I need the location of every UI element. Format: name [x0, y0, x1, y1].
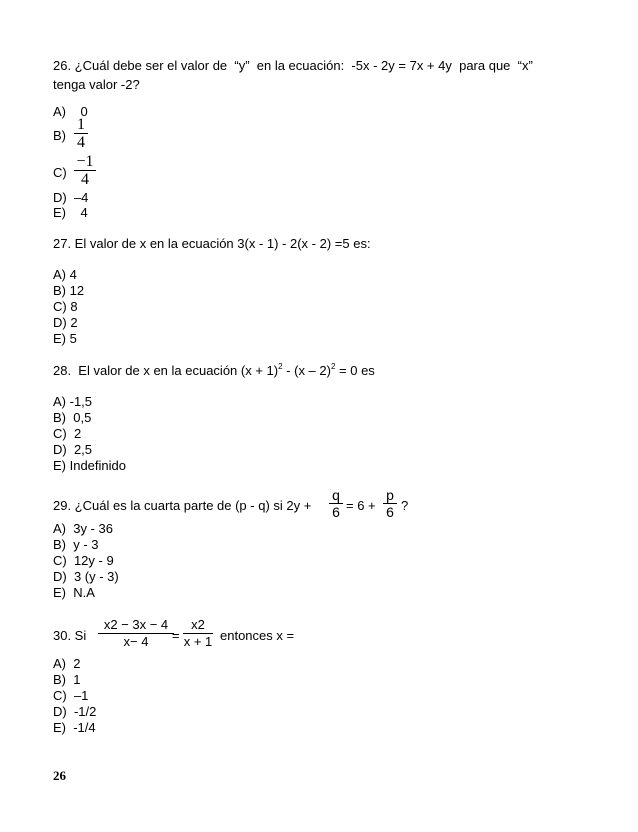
q27-option-d: D) 2 [53, 315, 78, 330]
q29-text-c: ? [401, 498, 409, 513]
q30-fraction-right [183, 617, 213, 650]
q29-text-b: = 6 + [346, 498, 376, 513]
q26-option-b-label: B) [53, 128, 66, 143]
q27-option-b: B) 12 [53, 283, 85, 298]
q30-f2-denominator: x + 1 [183, 634, 213, 649]
q29-fraction-p [383, 487, 397, 520]
q30-f1-denominator: x− 4 [123, 634, 149, 649]
q29-f1-denominator: 6 [332, 504, 340, 520]
q28-option-c: C) 2 [53, 426, 82, 441]
q30-text-b: entonces x = [220, 628, 295, 643]
q26-c-denominator: 4 [81, 171, 89, 188]
q30-option-b: B) 1 [53, 672, 81, 687]
q30-option-c: C) –1 [53, 688, 89, 703]
q26-option-e: E) 4 [53, 205, 88, 220]
q29-f2-denominator: 6 [386, 504, 394, 520]
q30-f2-numerator: x2 [191, 617, 205, 632]
q30-text-a: 30. Si [53, 628, 87, 643]
q30-fraction-left [98, 617, 174, 650]
q26-c-numerator: −1 [76, 153, 94, 170]
q28-option-a: A) -1,5 [53, 394, 93, 409]
q26-option-d: D) –4 [53, 190, 89, 205]
q29-option-b: B) y - 3 [53, 537, 99, 552]
q28-exponent-1: 2 [278, 362, 283, 371]
q29-option-e: E) N.A [53, 585, 95, 600]
q30-equals: = [172, 628, 180, 643]
q26-option-b-fraction [74, 116, 88, 151]
q28-exponent-2: 2 [330, 362, 336, 371]
q28-text [53, 363, 375, 380]
q26-text-line1: 26. ¿Cuál debe ser el valor de “y” en la ecuación: -5x - 2y = 7x + 4y para que “x” [53, 58, 533, 73]
q27-text: 27. El valor de x en la ecuación 3(x - 1) - 2(x - 2) =5 es: [53, 236, 371, 251]
page-number: 26 [53, 768, 66, 783]
q26-option-c-fraction [74, 153, 96, 188]
q30-option-a: A) 2 [53, 656, 81, 671]
q28-text-c: = 0 es [335, 363, 375, 378]
q28-text-b: - (x – 2) [282, 363, 331, 378]
q26-b-numerator: 1 [77, 116, 85, 133]
q28-option-d: D) 2,5 [53, 442, 93, 457]
q28-option-b: B) 0,5 [53, 410, 92, 425]
q26-option-c-label: C) [53, 165, 67, 180]
q30-f1-numerator: x2 − 3x − 4 [103, 617, 169, 632]
q27-option-e: E) 5 [53, 331, 77, 346]
q28-text-a: 28. El valor de x en la ecuación (x + 1) [53, 363, 279, 378]
q29-option-d: D) 3 (y - 3) [53, 569, 119, 584]
q30-option-d: D) -1/2 [53, 704, 97, 719]
q29-text-a: 29. ¿Cuál es la cuarta parte de (p - q) si 2y + [53, 498, 312, 513]
q28-option-e: E) Indefinido [53, 458, 126, 473]
q29-fraction-q [329, 487, 343, 520]
q30-option-e: E) -1/4 [53, 720, 96, 735]
q29-f2-numerator: p [386, 487, 394, 503]
q29-f1-numerator: q [332, 487, 340, 503]
q26-b-denominator: 4 [77, 134, 85, 151]
q29-option-a: A) 3y - 36 [53, 521, 113, 536]
q29-option-c: C) 12y - 9 [53, 553, 114, 568]
q27-option-c: C) 8 [53, 299, 78, 314]
q26-text-line2: tenga valor -2? [53, 77, 140, 92]
q26-option-a: A) 0 [53, 104, 88, 119]
q27-option-a: A) 4 [53, 267, 77, 282]
